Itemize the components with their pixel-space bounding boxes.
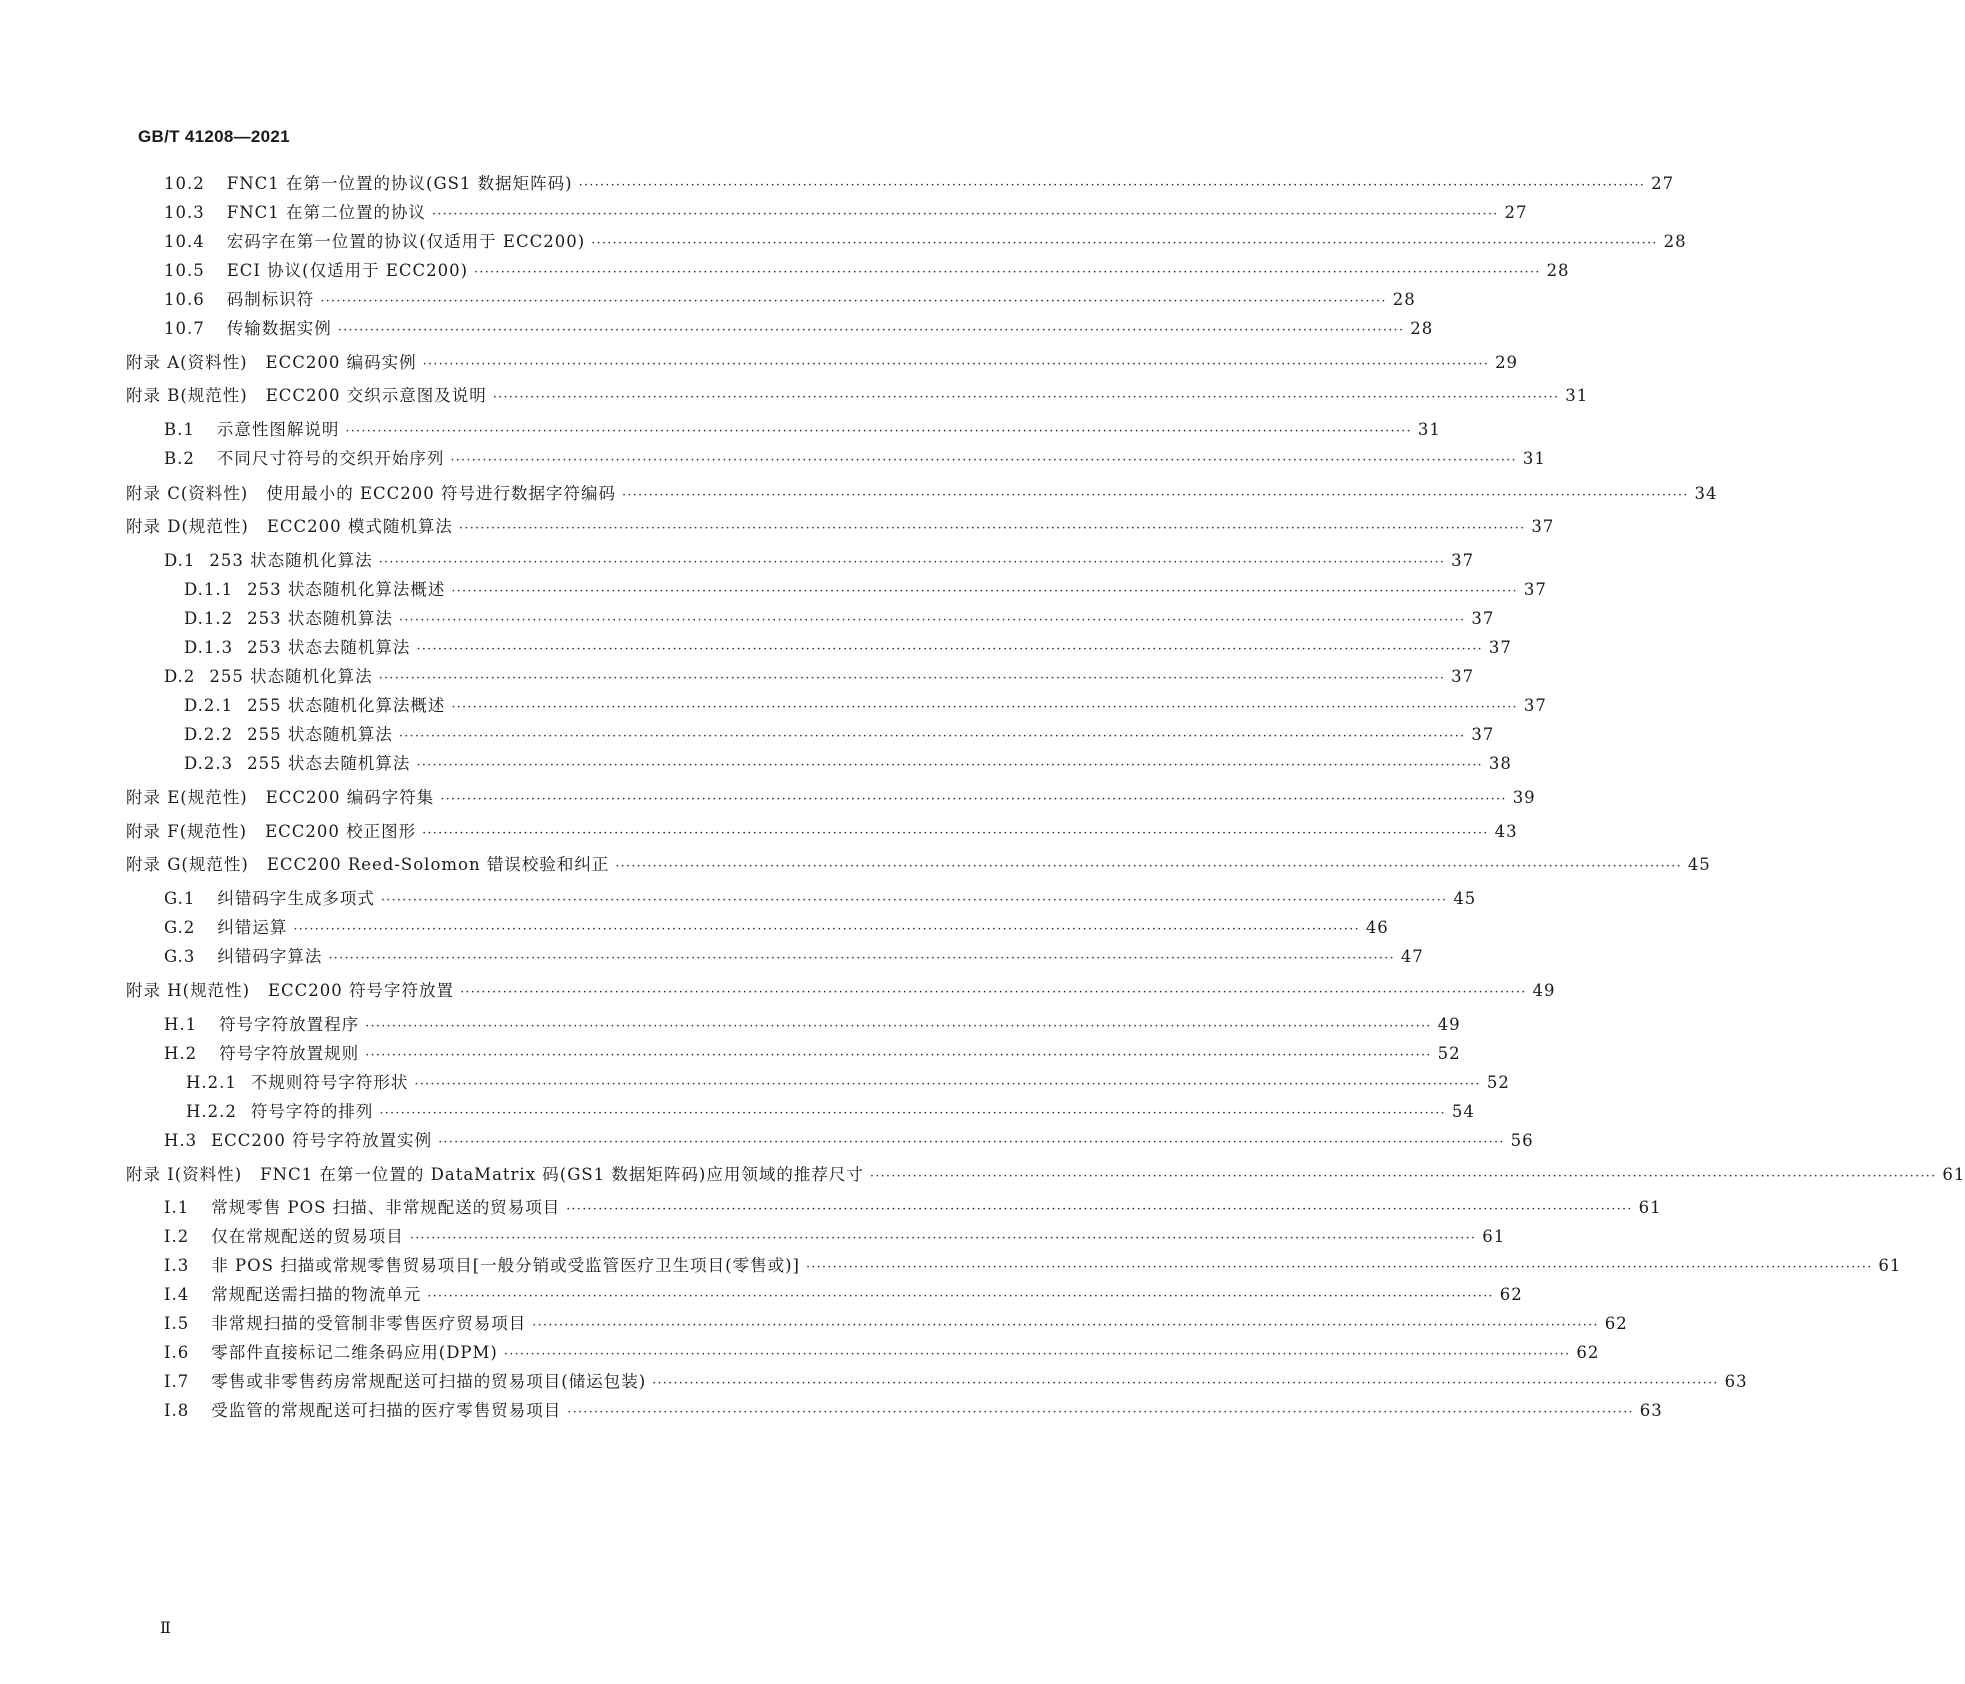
toc-entry[interactable] <box>126 513 1555 537</box>
toc-entry-page: 47 <box>1400 947 1424 966</box>
toc-entry-page: 31 <box>1417 420 1441 439</box>
toc-entry[interactable] <box>184 721 1495 745</box>
toc-dot-leader: ········································································································································································································ <box>567 1405 1634 1420</box>
toc-entry-title: 零售或非零售药房常规配送可扫描的贸易项目(储运包装) <box>211 1372 647 1391</box>
toc-dot-leader: ········································································································································································································ <box>566 1202 1633 1217</box>
toc-entry-page: 34 <box>1694 484 1718 503</box>
toc-entry-page: 37 <box>1531 517 1555 536</box>
toc-entry[interactable] <box>164 1223 1506 1247</box>
toc-dot-leader: ········································································································································································································ <box>458 521 1526 536</box>
toc-entry-page: 62 <box>1604 1314 1628 1333</box>
toc-entry[interactable] <box>164 914 1389 938</box>
toc-entry-number: D.1.2 <box>184 609 234 628</box>
toc-dot-leader: ········································································································································································································ <box>440 792 1507 807</box>
toc-entry-page: 49 <box>1437 1015 1461 1034</box>
toc-entry-number: B.2 <box>164 449 195 468</box>
toc-entry-number: 附录 D(规范性) <box>126 517 249 536</box>
toc-entry-title: FNC1 在第一位置的协议(GS1 数据矩阵码) <box>226 174 573 193</box>
toc-entry[interactable] <box>126 349 1519 373</box>
toc-entry-number: D.1.3 <box>184 638 234 657</box>
toc-dot-leader: ········································································································································································································ <box>492 390 1560 405</box>
toc-entry[interactable] <box>164 445 1546 469</box>
toc-entry[interactable] <box>164 1281 1523 1305</box>
toc-entry-page: 45 <box>1453 889 1477 908</box>
toc-entry-page: 43 <box>1494 822 1518 841</box>
toc-entry-title: 253 状态随机化算法 <box>209 551 373 570</box>
toc-entry-title: ECC200 校正图形 <box>265 822 417 841</box>
toc-dot-leader: ········································································································································································································ <box>622 488 1689 503</box>
toc-entry-number: 附录 I(资料性) <box>126 1165 243 1184</box>
toc-entry-page: 63 <box>1639 1401 1663 1420</box>
toc-entry[interactable] <box>184 576 1547 600</box>
toc-dot-leader: ········································································································································································································ <box>422 357 1490 372</box>
toc-entry-title: 宏码字在第一位置的协议(仅适用于 ECC200) <box>226 232 586 251</box>
toc-entry-title: FNC1 在第二位置的协议 <box>226 203 427 222</box>
toc-entry-title: 不规则符号字符形状 <box>250 1073 409 1092</box>
toc-dot-leader: ········································································································································································································ <box>328 951 1395 966</box>
toc-entry-number: 10.4 <box>164 232 205 251</box>
toc-entry-page: 62 <box>1499 1285 1523 1304</box>
toc-entry-title: 不同尺寸符号的交织开始序列 <box>216 449 445 468</box>
toc-entry-page: 49 <box>1532 981 1556 1000</box>
toc-entry-number: I.2 <box>164 1227 190 1246</box>
toc-entry[interactable] <box>126 382 1589 406</box>
toc-entry-page: 31 <box>1565 386 1589 405</box>
toc-entry[interactable] <box>126 1161 1965 1185</box>
toc-dot-leader: ········································································································································································································ <box>398 729 1466 744</box>
toc-entry-title: 受监管的常规配送可扫描的医疗零售贸易项目 <box>211 1401 562 1420</box>
toc-entry-page: 52 <box>1486 1073 1510 1092</box>
toc-dot-leader: ········································································································································································································ <box>365 1019 1432 1034</box>
toc-entry[interactable] <box>164 1310 1628 1334</box>
toc-entry[interactable] <box>164 416 1441 440</box>
toc-entry-title: 常规零售 POS 扫描、非常规配送的贸易项目 <box>211 1198 561 1217</box>
toc-entry-page: 45 <box>1687 855 1711 874</box>
toc-entry-number: H.2.1 <box>186 1073 237 1092</box>
toc-entry[interactable] <box>164 315 1434 339</box>
toc-entry-number: 附录 B(规范性) <box>126 386 248 405</box>
toc-entry[interactable] <box>164 943 1424 967</box>
toc-entry-number: I.3 <box>164 1256 190 1275</box>
toc-entry-number: I.6 <box>164 1343 190 1362</box>
toc-entry-number: D.1.1 <box>184 580 234 599</box>
toc-entry-title: ECC200 编码实例 <box>265 353 417 372</box>
toc-dot-leader: ········································································································································································································ <box>414 1077 1481 1092</box>
toc-dot-leader: ········································································································································································································ <box>345 424 1412 439</box>
toc-entry-title: ECI 协议(仅适用于 ECC200) <box>226 261 469 280</box>
toc-entry-number: D.2.1 <box>184 696 234 715</box>
toc-entry[interactable] <box>164 170 1675 194</box>
toc-entry-page: 61 <box>1942 1165 1965 1184</box>
toc-entry-page: 46 <box>1365 918 1389 937</box>
toc-dot-leader: ········································································································································································································ <box>652 1376 1719 1391</box>
toc-entry-number: I.4 <box>164 1285 190 1304</box>
toc-entry[interactable] <box>164 885 1477 909</box>
toc-entry-number: G.3 <box>164 947 196 966</box>
toc-entry-page: 28 <box>1392 290 1416 309</box>
toc-entry-page: 31 <box>1522 449 1546 468</box>
toc-entry-number: 10.6 <box>164 290 205 309</box>
toc-entry[interactable] <box>184 692 1547 716</box>
toc-entry-page: 27 <box>1651 174 1675 193</box>
toc-entry[interactable] <box>164 228 1687 252</box>
toc-entry-page: 37 <box>1523 696 1547 715</box>
toc-entry-page: 54 <box>1451 1102 1475 1121</box>
toc-entry-title: 255 状态去随机算法 <box>247 754 411 773</box>
toc-dot-leader: ········································································································································································································ <box>869 1169 1937 1184</box>
toc-entry-number: 附录 G(规范性) <box>126 855 249 874</box>
toc-dot-leader: ········································································································································································································ <box>451 584 1518 599</box>
toc-entry-page: 62 <box>1576 1343 1600 1362</box>
toc-entry[interactable] <box>164 257 1570 281</box>
toc-entry[interactable] <box>164 1397 1663 1421</box>
toc-entry-number: 附录 F(规范性) <box>126 822 248 841</box>
toc-dot-leader: ········································································································································································································ <box>293 922 1360 937</box>
toc-entry-number: D.2.2 <box>184 725 234 744</box>
toc-entry-page: 37 <box>1523 580 1547 599</box>
toc-entry-title: ECC200 Reed-Solomon 错误校验和纠正 <box>266 855 610 874</box>
toc-entry-title: 示意性图解说明 <box>216 420 340 439</box>
toc-entry-page: 37 <box>1488 638 1512 657</box>
toc-entry-title: 符号字符放置规则 <box>219 1044 360 1063</box>
toc-entry-number: I.8 <box>164 1401 190 1420</box>
toc-entry-number: H.2.2 <box>186 1102 237 1121</box>
toc-entry-title: 仅在常规配送的贸易项目 <box>211 1227 404 1246</box>
toc-entry-title: 使用最小的 ECC200 符号进行数据字符编码 <box>266 484 617 503</box>
toc-entry[interactable] <box>184 605 1495 629</box>
toc-dot-leader: ········································································································································································································ <box>451 700 1518 715</box>
toc-dot-leader: ········································································································································································································ <box>380 893 1448 908</box>
toc-entry[interactable] <box>184 634 1512 658</box>
toc-entry-number: I.7 <box>164 1372 190 1391</box>
toc-entry[interactable] <box>164 1194 1662 1218</box>
toc-dot-leader: ········································································································································································································ <box>438 1135 1505 1150</box>
toc-entry-page: 27 <box>1504 203 1528 222</box>
toc-dot-leader: ········································································································································································································ <box>378 555 1446 570</box>
toc-entry-title: 253 状态去随机算法 <box>247 638 411 657</box>
toc-entry-number: D.2 <box>164 667 196 686</box>
toc-entry-page: 52 <box>1437 1044 1461 1063</box>
toc-entry[interactable] <box>164 663 1475 687</box>
toc-entry-page: 61 <box>1638 1198 1662 1217</box>
toc-dot-leader: ········································································································································································································ <box>532 1318 1599 1333</box>
toc-entry-title: 253 状态随机化算法概述 <box>247 580 446 599</box>
toc-entry-number: I.1 <box>164 1198 190 1217</box>
toc-entry-title: 零部件直接标记二维条码应用(DPM) <box>211 1343 498 1362</box>
toc-entry[interactable] <box>164 1040 1461 1064</box>
toc-dot-leader: ········································································································································································································ <box>427 1289 1494 1304</box>
toc-entry-title: 253 状态随机算法 <box>247 609 393 628</box>
toc-entry-title: 常规配送需扫描的物流单元 <box>211 1285 422 1304</box>
toc-entry-page: 28 <box>1546 261 1570 280</box>
toc-entry-page: 61 <box>1878 1256 1902 1275</box>
toc-dot-leader: ········································································································································································································ <box>416 758 1483 773</box>
toc-entry-number: 10.7 <box>164 319 205 338</box>
toc-entry-number: 附录 H(规范性) <box>126 981 251 1000</box>
toc-entry-title: 码制标识符 <box>226 290 315 309</box>
toc-dot-leader: ········································································································································································································ <box>578 178 1646 193</box>
toc-dot-leader: ········································································································································································································ <box>365 1048 1432 1063</box>
toc-dot-leader: ········································································································································································································ <box>422 826 1489 841</box>
toc-entry[interactable] <box>164 1011 1461 1035</box>
toc-entry-page: 28 <box>1410 319 1434 338</box>
toc-entry-number: H.3 <box>164 1131 198 1150</box>
toc-dot-leader: ········································································································································································································ <box>460 985 1527 1000</box>
toc-entry-page: 56 <box>1510 1131 1534 1150</box>
toc-entry-page: 29 <box>1495 353 1519 372</box>
page-number: Ⅱ <box>160 1618 171 1637</box>
toc-dot-leader: ········································································································································································································ <box>409 1231 1477 1246</box>
toc-entry-number: 附录 C(资料性) <box>126 484 249 503</box>
toc-entry-title: 传输数据实例 <box>226 319 332 338</box>
toc-dot-leader: ········································································································································································································ <box>591 236 1658 251</box>
toc-entry-number: B.1 <box>164 420 195 439</box>
toc-entry-title: ECC200 符号字符放置 <box>268 981 455 1000</box>
toc-dot-leader: ········································································································································································································ <box>337 323 1405 338</box>
toc-entry[interactable] <box>126 818 1518 842</box>
toc-entry-page: 37 <box>1471 609 1495 628</box>
toc-entry[interactable] <box>164 547 1475 571</box>
toc-entry[interactable] <box>126 784 1536 808</box>
toc-dot-leader: ········································································································································································································ <box>805 1260 1873 1275</box>
toc-entry-title: 非常规扫描的受管制非零售医疗贸易项目 <box>211 1314 527 1333</box>
toc-entry-page: 63 <box>1724 1372 1748 1391</box>
toc-entry-page: 39 <box>1512 788 1536 807</box>
toc-entry-number: 10.5 <box>164 261 205 280</box>
toc-entry-title: 纠错码字生成多项式 <box>217 889 375 908</box>
toc-entry-title: 255 状态随机算法 <box>247 725 393 744</box>
toc-entry-number: G.1 <box>164 889 196 908</box>
toc-entry-page: 28 <box>1663 232 1687 251</box>
toc-entry-page: 37 <box>1451 551 1475 570</box>
toc-entry-number: 附录 A(资料性) <box>126 353 248 372</box>
toc-entry-number: D.1 <box>164 551 196 570</box>
toc-dot-leader: ········································································································································································································ <box>378 671 1446 686</box>
toc-dot-leader: ········································································································································································································ <box>474 265 1541 280</box>
toc-entry-title: 纠错运算 <box>217 918 288 937</box>
toc-entry-title: ECC200 符号字符放置实例 <box>211 1131 433 1150</box>
toc-entry[interactable] <box>186 1069 1510 1093</box>
toc-entry-title: 符号字符的排列 <box>250 1102 374 1121</box>
toc-entry-number: 10.2 <box>164 174 205 193</box>
toc-entry[interactable] <box>184 750 1512 774</box>
toc-entry-number: 附录 E(规范性) <box>126 788 248 807</box>
toc-entry-page: 37 <box>1451 667 1475 686</box>
toc-dot-leader: ········································································································································································································ <box>398 613 1466 628</box>
toc-entry[interactable] <box>164 1127 1534 1151</box>
toc-entry-number: D.2.3 <box>184 754 234 773</box>
toc-entry[interactable] <box>164 199 1528 223</box>
toc-entry[interactable] <box>164 1252 1902 1276</box>
toc-entry[interactable] <box>126 480 1718 504</box>
toc-entry-page: 38 <box>1488 754 1512 773</box>
toc-entry-page: 61 <box>1482 1227 1506 1246</box>
toc-entry-title: 纠错码字算法 <box>217 947 323 966</box>
toc-entry-number: G.2 <box>164 918 196 937</box>
toc-entry-number: H.2 <box>164 1044 198 1063</box>
toc-entry-title: FNC1 在第一位置的 DataMatrix 码(GS1 数据矩阵码)应用领域的推荐尺寸 <box>260 1165 864 1184</box>
toc-entry-title: 非 POS 扫描或常规零售贸易项目[一般分销或受监管医疗卫生项目(零售或)] <box>211 1256 800 1275</box>
toc-entry-title: ECC200 模式随机算法 <box>266 517 453 536</box>
toc-dot-leader: ········································································································································································································ <box>416 642 1483 657</box>
toc-dot-leader: ········································································································································································································ <box>320 294 1387 309</box>
toc-dot-leader: ········································································································································································································ <box>379 1106 1446 1121</box>
toc-dot-leader: ········································································································································································································ <box>450 453 1517 468</box>
toc-entry-title: 符号字符放置程序 <box>219 1015 360 1034</box>
toc-entry-number: 10.3 <box>164 203 205 222</box>
toc-dot-leader: ········································································································································································································ <box>503 1347 1571 1362</box>
toc-entry[interactable] <box>164 1339 1600 1363</box>
toc-entry[interactable] <box>164 1368 1748 1392</box>
toc-entry-number: I.5 <box>164 1314 190 1333</box>
toc-entry[interactable] <box>126 977 1556 1001</box>
toc-entry-number: H.1 <box>164 1015 198 1034</box>
toc-entry[interactable] <box>186 1098 1475 1122</box>
toc-entry-title: ECC200 交织示意图及说明 <box>265 386 487 405</box>
toc-entry-title: 255 状态随机化算法 <box>209 667 373 686</box>
toc-entry-title: ECC200 编码字符集 <box>265 788 435 807</box>
toc-dot-leader: ········································································································································································································ <box>432 207 1499 222</box>
toc-entry-title: 255 状态随机化算法概述 <box>247 696 446 715</box>
toc-dot-leader: ········································································································································································································ <box>615 859 1682 874</box>
toc-entry[interactable] <box>126 851 1711 875</box>
standard-code: GB/T 41208—2021 <box>138 127 290 146</box>
toc-entry[interactable] <box>164 286 1416 310</box>
toc-entry-page: 37 <box>1471 725 1495 744</box>
